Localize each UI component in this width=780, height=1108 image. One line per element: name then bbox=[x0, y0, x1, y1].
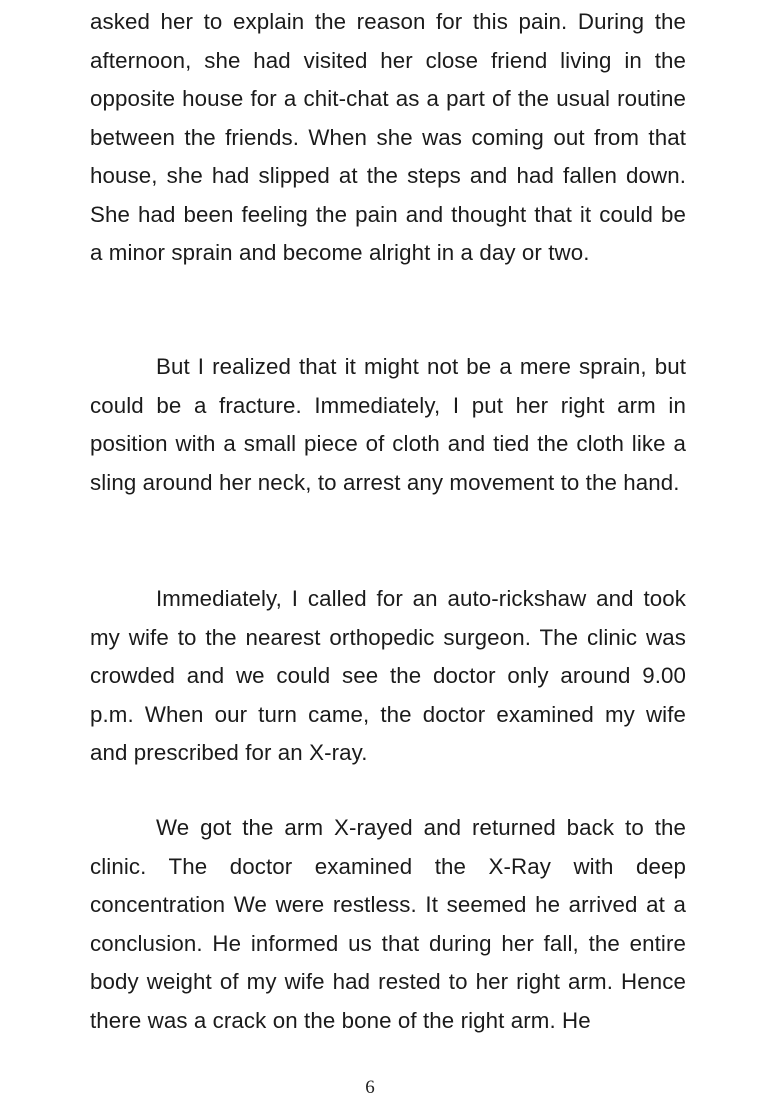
paragraph-xray bbox=[90, 809, 686, 1040]
paragraph-continuation bbox=[90, 3, 686, 273]
paragraph-auto-rickshaw bbox=[90, 580, 686, 773]
paragraph-text: Immediately, I called for an auto-rickshaw and took my wife to the nearest orthopedic surgeon. The clinic was crowded and we could see the doctor only around 9.00 p.m. When our turn came, the doctor examined my wife and prescribed for an X-ray. bbox=[90, 586, 686, 765]
paragraph-sprain bbox=[90, 348, 686, 502]
paragraph-text: asked her to explain the reason for this pain. During the afternoon, she had visited her close friend living in the opposite house for a chit-chat as a part of the usual routine between the friends. When she was coming out from that house, she had slipped at the steps and had fallen down. She had been feeling the pain and thought that it could be a minor sprain and become alright in a day or two. bbox=[90, 9, 686, 265]
paragraph-text: But I realized that it might not be a mere sprain, but could be a fracture. Immediately, I put her right arm in position with a small piece of cloth and tied the cloth like a sling around her neck, to arrest any movement to the hand. bbox=[90, 354, 686, 495]
page-number: 6 bbox=[365, 1077, 375, 1098]
paragraph-text: We got the arm X-rayed and returned back to the clinic. The doctor examined the X-Ray with deep concentration We were restless. It seemed he arrived at a conclusion. He informed us that during her fall, the entire body weight of my wife had rested to her right arm. Hence there was a crack on the bone of the right arm. He bbox=[90, 815, 686, 1033]
